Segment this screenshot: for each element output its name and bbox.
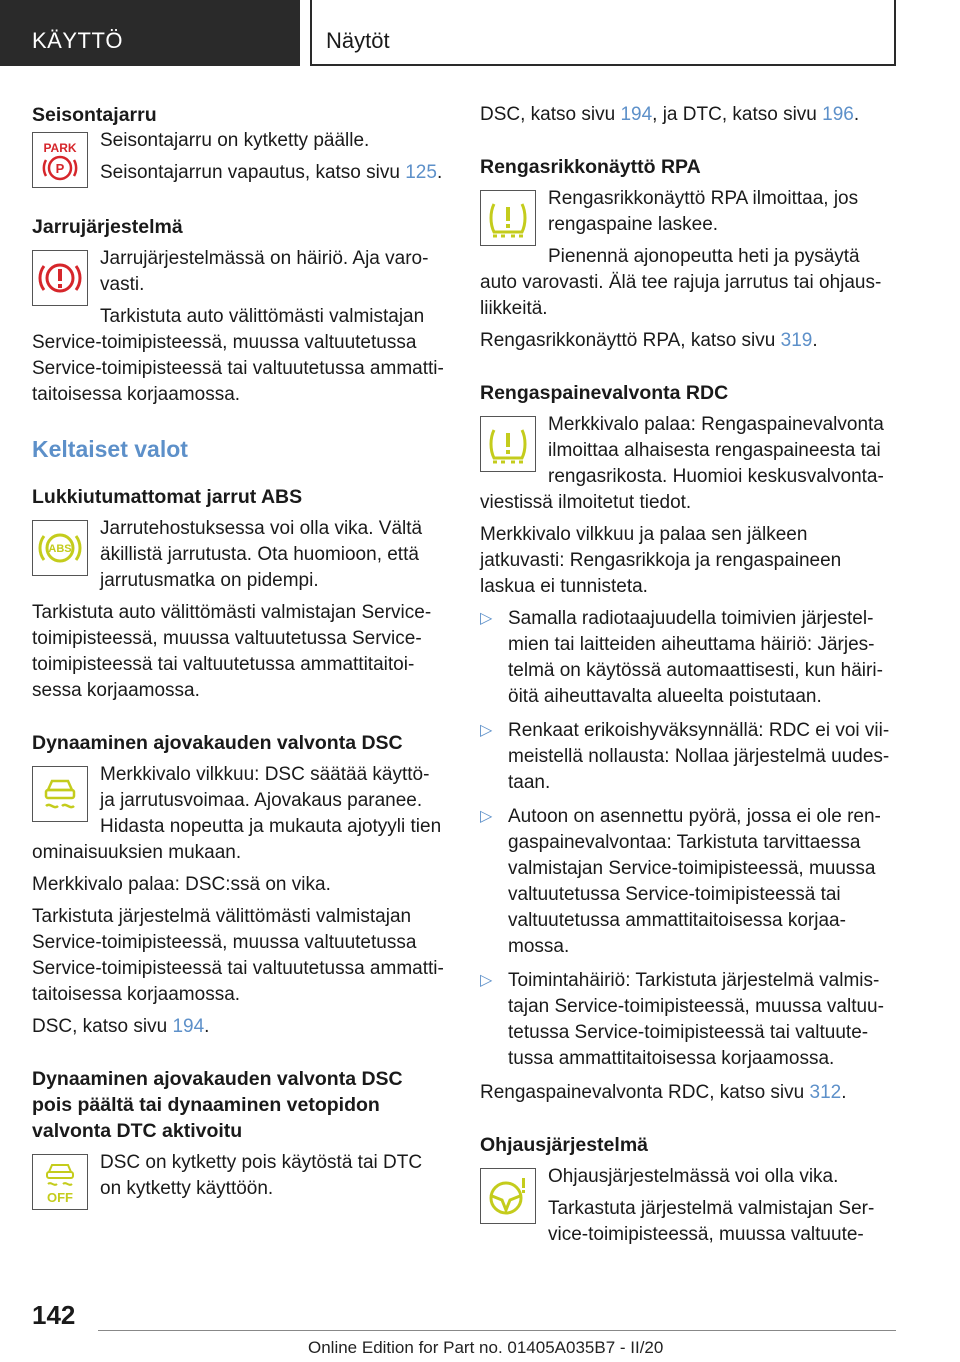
page-number: 142 [32, 1300, 76, 1330]
parking-brake-on-text: Seisontajarru on kytketty päälle. [100, 130, 370, 151]
page-link-196[interactable]: 196 [822, 104, 854, 125]
header-section-tab [0, 0, 300, 66]
steering-heading: Ohjausjärjestelmä [480, 1134, 648, 1156]
park-brake-icon [32, 132, 88, 188]
header-section: KÄYTTÖ [32, 28, 124, 53]
rdc-flashing-text: Merkkivalo vilkkuu ja palaa sen jälkeen jatkuvasti: Rengasrikkoja ja rengaspaineen laskua ei tunnisteta. [480, 524, 842, 597]
header-chapter: Näytöt [326, 28, 390, 53]
abs-service-text: Tarkistuta auto välittömästi valmistajan Service-toimipisteessä, muussa valtuutetussa Service-toimipisteessä tai valtuutetussa ammattitaitoisessa korjaamossa. [32, 602, 432, 701]
footer-edition: Online Edition for Part no. 01405A035B7 - II/20 [308, 1338, 664, 1357]
parking-brake-release-text: Seisontajarrun vapautus, katso sivu 125. [100, 162, 443, 183]
svg-text:ABS: ABS [48, 543, 72, 555]
svg-text:OFF: OFF [47, 1190, 73, 1205]
triangle-bullet-icon: ▷ [480, 722, 493, 739]
right-column [480, 102, 896, 1248]
dsc-lit-text: Merkkivalo palaa: DSC:ssä on vika. [32, 874, 331, 895]
abs-icon [32, 520, 88, 576]
svg-text:PARK: PARK [43, 141, 77, 155]
rdc-ref-text: Rengaspainevalvonta RDC, katso sivu 312. [480, 1082, 847, 1103]
list-item: ▷ Autoon on asennettu pyörä, jossa ei ole rengaspainevalvontaa: Tarkistuta tarvittaessa valmistajan Service-toimipisteessä, muussa valtuutetussa Service-toimipisteessä tai valtuutetussa ammattitaitoisessa korjaamossa. [480, 806, 881, 957]
rpa-heading: Rengasrikkonäyttö RPA [480, 156, 701, 178]
rpa-info-text: Rengasrikkonäyttö RPA ilmoittaa, jos rengaspaine laskee. [548, 188, 859, 235]
page-link-194b[interactable]: 194 [620, 104, 653, 125]
triangle-bullet-icon: ▷ [480, 808, 493, 825]
footer-divider [98, 1330, 896, 1331]
brake-warning-icon [32, 250, 88, 306]
dsc-dtc-ref-text: DSC, katso sivu 194, ja DTC, katso sivu 196. [480, 104, 860, 125]
page-link-125[interactable]: 125 [405, 162, 437, 183]
abs-fault-text: Jarrutehostuksessa voi olla vika. Vältä äkillistä jarrutusta. Ota huomioon, että jarrutusmatka on pidempi. [100, 518, 423, 591]
rpa-ref-text: Rengasrikkonäyttö RPA, katso sivu 319. [480, 330, 818, 351]
yellow-lights-heading: Keltaiset valot [32, 436, 188, 462]
dsc-off-icon [32, 1154, 88, 1210]
steering-fault-text: Ohjausjärjestelmässä voi olla vika. [548, 1166, 839, 1187]
page-link-312[interactable]: 312 [809, 1082, 842, 1103]
dsc-flashing-text: Merkkivalo vilkkuu: DSC säätää käyttö- ja jarrutusvoimaa. Ajovakaus paranee. Hidasta nopeutta ja mukauta ajotyyli tien ominaisuuksien mukaan. [32, 764, 442, 863]
dsc-heading: Dynaaminen ajovakauden valvonta DSC [32, 732, 403, 754]
left-column [32, 102, 448, 1210]
parking-brake-heading: Seisontajarru [32, 104, 157, 126]
triangle-bullet-icon: ▷ [480, 972, 493, 989]
triangle-bullet-icon: ▷ [480, 610, 493, 627]
rdc-cause-list [480, 606, 896, 1072]
abs-heading: Lukkiutumattomat jarrut ABS [32, 486, 303, 508]
rpa-action-text: Pienennä ajonopeutta heti ja pysäytä auto varovasti. Älä tee rajuja jarrutus tai ohjausliikkeitä. [480, 246, 882, 319]
dsc-ref-text: DSC, katso sivu 194. [32, 1016, 210, 1037]
svg-text:P: P [55, 161, 65, 176]
list-item: ▷ Renkaat erikoishyväksynnällä: RDC ei voi viimeistellä nollausta: Nollaa järjestelmä uudestaan. [480, 720, 890, 793]
header-chapter-tab [310, 0, 896, 66]
tire-pressure-icon [480, 190, 536, 246]
list-item: ▷ Samalla radiotaajuudella toimivien järjestelmien tai laitteiden aiheuttama häiriö: Järjestelmä on käytössä automaattisesti, kun häiriöitä aiheuttavalta alueelta poistutaan. [480, 608, 883, 707]
dsc-icon [32, 766, 88, 822]
dsc-off-heading: Dynaaminen ajovakauden valvonta DSC pois päältä tai dynaaminen vetopidon valvonta DTC aktivoitu [32, 1068, 403, 1142]
page-link-194[interactable]: 194 [172, 1016, 205, 1037]
steering-service-text: Tarkastuta järjestelmä valmistajan Service-toimipisteessä, muussa valtuute- [548, 1198, 875, 1245]
brake-service-text: Tarkistuta auto välittömästi valmistajan Service-toimipisteessä, muussa valtuutetussa Service-toimipisteessä tai valtuutetussa ammattitaitoisessa korjaamossa. [32, 306, 444, 405]
rdc-lit-text: Merkkivalo palaa: Rengaspainevalvonta ilmoittaa alhaisesta rengaspaineesta tai rengasrikosta. Huomioi keskusvalvontaviestissä ilmoitetut tiedot. [480, 414, 884, 513]
steering-icon [480, 1168, 536, 1224]
page-link-319[interactable]: 319 [780, 330, 813, 351]
brake-system-heading: Jarrujärjestelmä [32, 216, 183, 238]
rdc-heading: Rengaspainevalvonta RDC [480, 382, 729, 404]
dsc-service-text: Tarkistuta järjestelmä välittömästi valmistajan Service-toimipisteessä, muussa valtuutetussa Service-toimipisteessä tai valtuutetussa ammattitaitoisessa korjaamossa. [32, 906, 444, 1005]
list-item: ▷ Toimintahäiriö: Tarkistuta järjestelmä valmistajan Service-toimipisteessä, muussa valtuutetussa Service-toimipisteessä tai valtuutetussa ammattitaitoisessa korjaamossa. [480, 970, 884, 1069]
dsc-off-text: DSC on kytketty pois käytöstä tai DTC on kytketty käyttöön. [100, 1152, 423, 1199]
tire-pressure-icon-rdc [480, 416, 536, 472]
brake-fault-text: Jarrujärjestelmässä on häiriö. Aja varovasti. [100, 248, 429, 295]
